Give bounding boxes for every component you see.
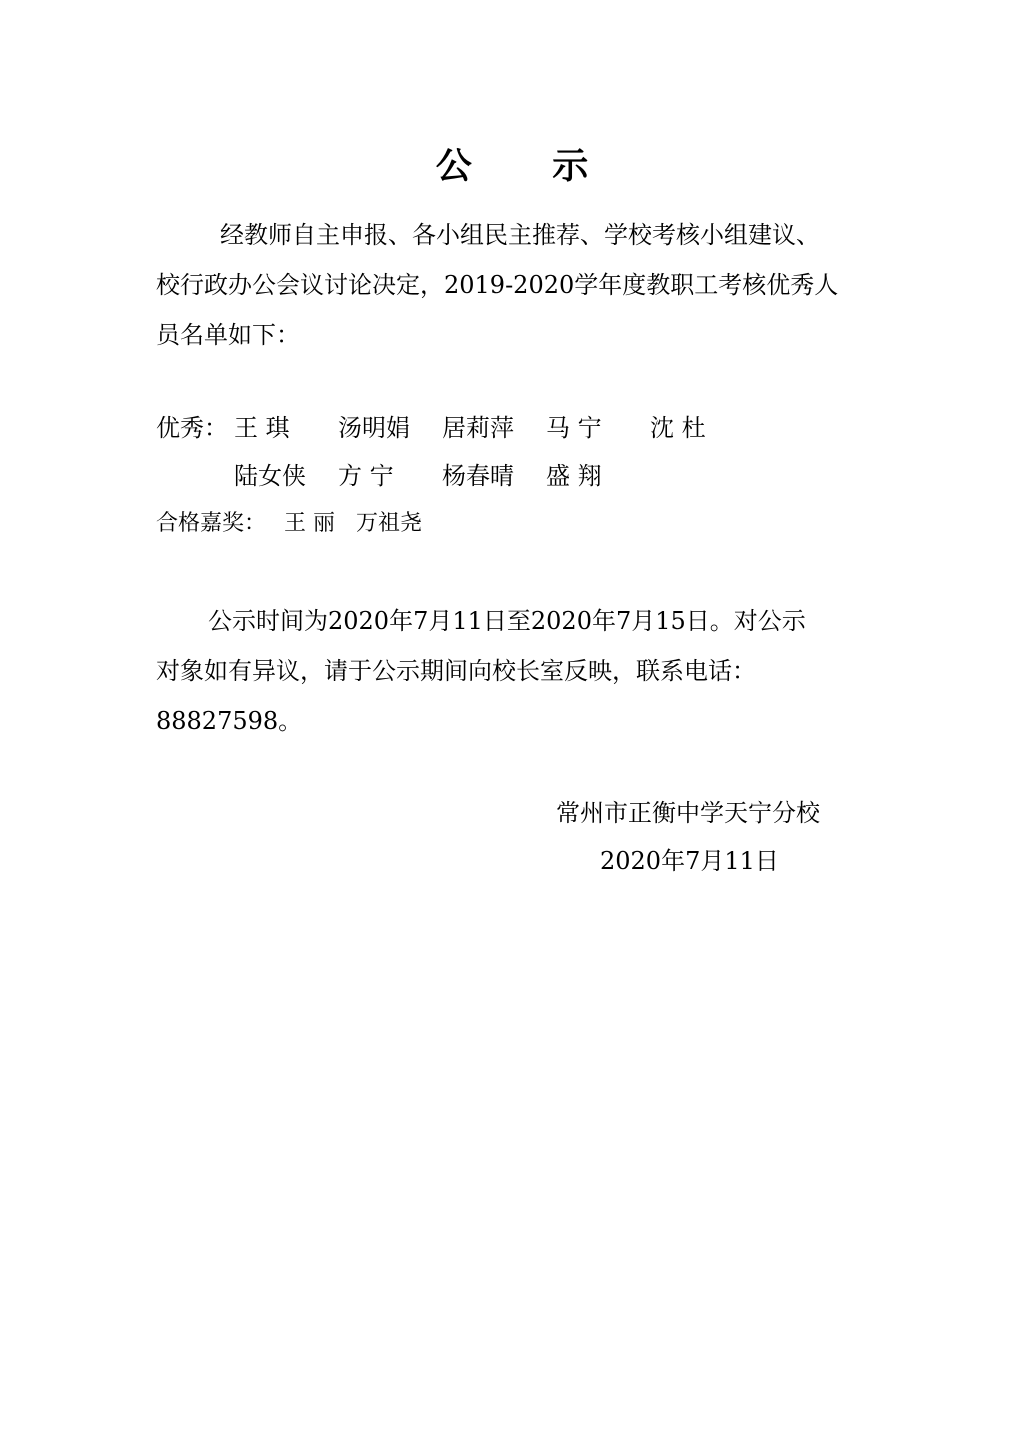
name-item: 陆女侠 — [234, 462, 306, 490]
name-item: 杨春晴 — [442, 462, 514, 490]
name-item: 盛 翔 — [546, 462, 602, 490]
name-item: 王 丽 — [284, 511, 335, 536]
qualified-row — [156, 500, 428, 548]
qualified-label: 合格嘉奖： — [156, 511, 267, 536]
intro-paragraph — [156, 210, 876, 360]
intro-line: 经教师自主申报、各小组民主推荐、学校考核小组建议、 — [220, 221, 820, 249]
page-title: 公 示 — [435, 146, 623, 187]
notice-line: 公示时间为2020年7月11日至2020年7月15日。对公示 — [208, 607, 806, 635]
name-item: 方 宁 — [338, 462, 394, 490]
excellent-label: 优秀： — [156, 414, 228, 442]
excellent-row-1 — [156, 404, 754, 452]
intro-line: 校行政办公会议讨论决定，2019-2020学年度教职工考核优秀人 — [156, 271, 839, 299]
excellent-row-2 — [156, 452, 650, 500]
name-item: 沈 杜 — [650, 414, 706, 442]
name-item: 万祖尧 — [356, 511, 423, 536]
notice-line: 88827598。 — [156, 707, 303, 735]
name-item: 马 宁 — [546, 414, 602, 442]
signature-date: 2020年7月11日 — [600, 847, 779, 875]
name-item: 王 琪 — [234, 414, 290, 442]
name-item: 汤明娟 — [338, 414, 410, 442]
name-item: 居莉萍 — [442, 414, 514, 442]
notice-paragraph — [156, 596, 876, 746]
intro-line: 员名单如下： — [156, 321, 300, 349]
notice-line: 对象如有异议，请于公示期间向校长室反映，联系电话： — [156, 657, 756, 685]
signature-organization: 常州市正衡中学天宁分校 — [556, 799, 820, 827]
